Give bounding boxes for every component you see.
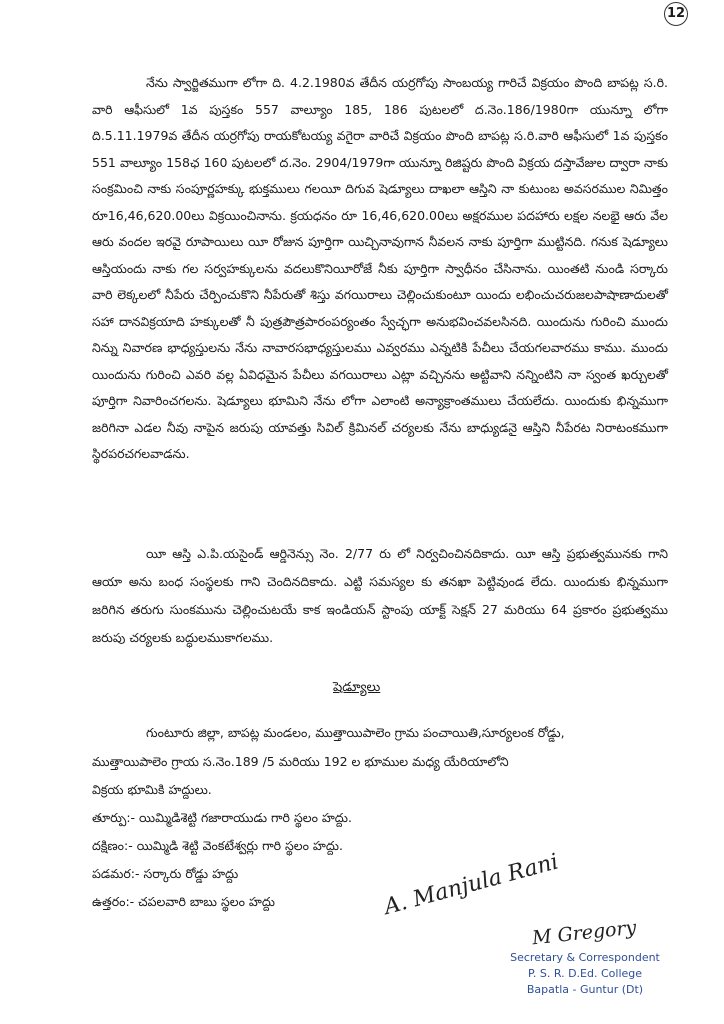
correspondent-signature: M Gregory (531, 916, 638, 950)
boundary-south: దక్షిణం:- యిమ్మిడి శెట్టి వెంకటేశ్వర్లు గారి స్థలం హద్దు. (92, 838, 343, 853)
stamp-place: Bapatla - Guntur (Dt) (526, 983, 644, 996)
page-number: 12 (664, 2, 688, 26)
schedule-title: షెడ్యూలు (333, 680, 381, 695)
schedule-location-line: గుంటూరు జిల్లా, బాపట్ల మండలం, ముత్తాయిపాలెం గ్రామ పంచాయితి,సూర్యలంక రోడ్డు, (146, 725, 565, 740)
schedule-boundaries-heading: విక్రయ భూమికి హద్దులు. (92, 782, 212, 797)
official-stamp (505, 950, 665, 998)
declaration-paragraph: నేను స్వార్జితముగా లోగా ది. 4.2.1980వ తేదీన యర్రగోపు సాంబయ్య గారిచే విక్రయం పొంది బాపట్ల స.రి. వారి ఆఫీసులో 1వ పుస్తకం 557 వాల్యూం 185, 186 పుటలలో ద.నెం.186/1980గా యున్నూ లోగా ది.5.11.1979వ తేదీన యర్రగోపు రాయకోటయ్య వగైరా వారిచే విక్రయం పొంది బాపట్ల స.రి.వారి ఆఫీసులో 1వ పుస్తకం 551 వాల్యూం 158ఛ 160 పుటలలో ద.నెం. 2904/1979గా యున్నూ రిజిష్టరు పొంది విక్రయ దస్తావేజుల ద్వారా నాకు సంక్రమించి నాకు సంపూర్ణహక్కు భుక్తములు గలయీ దిగువ షెడ్యూలు దాఖలా ఆస్తిని నా కుటుంబ అవసరముల నిమిత్తం రూ16,46,620.00లు విక్రయించినాను. క్రయధనం రూ 16,46,620.00లు అక్షరముల పదహారు లక్షల నలభై ఆరు వేల ఆరు వందల ఇరవై రూపాయిలు యీ రోజున పూర్తిగా యిచ్చినావుగాన నీవలన నాకు పూర్తిగా ముట్టినది. గనుక షెడ్యూలు ఆస్తియందు నాకు గల సర్వహక్కులను వదలుకొనియీరోజే నీకు పూర్తిగా స్వాధీనం చేసినాను. యింతటి నుండి సర్కారు వారి లెక్కలలో నీపేరు చేర్పించుకొని నీపేరుతో శిస్తు వగయిరాలు చెల్లించుకుంటూ యిందు లభించుచరుజలపాషాణాదులతో సహా దానవిక్రయాది హక్కులతో నీ పుత్రపౌత్రపారంపర్యంతం స్వేచ్ఛగా అనుభవించవలసినది. యిందును గురించి ముందు నిన్ను నివారణ భాధ్యస్తులను నేను నావారసభాధ్యస్తులము ఎవ్వరము ఎన్నటికి పేచీలు చేయగలవారము కాము. ముందు యిందును గురించి ఎవరి వల్ల ఏవిధమైన పేచీలు వగయిరాలు ఎట్లా వచ్చినను అట్టివాని నన్నింటిని నా స్వంత ఖర్చులతో పూర్తిగా నివారించగలను. షెడ్యూలు భూమిని నేను లోగా ఎలాంటి అన్యాక్రాంతములు చేయలేదు. యిందుకు భిన్నముగా జరిగినా ఎడల నీవు నాపైన జరుపు యావత్తు సివిల్ క్రిమినల్ చర్యలకు నేను బాధ్యుడనై ఆస్తిని నీపేరట నిరాటంకముగా స్థిరపరచగలవాడను. (92, 75, 668, 461)
schedule-survey-line: ముత్తాయిపాలెం గ్రాయ స.నెం.189 /5 మరియు 192 ల భూముల మధ్య యేరియాలోని (92, 754, 509, 769)
boundary-west: పడమర:- సర్కారు రోడ్డు హద్దు (92, 866, 239, 881)
boundary-east: తూర్పు:- యిమ్మిడిశెట్టి గజారాయుడు గారి స్థలం హద్దు. (92, 810, 352, 825)
stamp-institution: P. S. R. D.Ed. College (527, 967, 643, 980)
stamp-title: Secretary & Correspondent (510, 951, 660, 964)
boundary-north: ఉత్తరం:- చపలవారి బాబు స్థలం హద్దు (92, 894, 275, 909)
schedule-boundaries (92, 718, 682, 916)
assurance-paragraph: యీ ఆస్తి ఎ.పి.యసైండ్ ఆర్డినెన్సు నెం. 2/77 రు లో నిర్వచించినదికాదు. యీ ఆస్తి ప్రభుత్వమునకు గాని ఆయా అను బంధ సంస్థలకు గాని చెందినదికాదు. ఎట్టి సమస్యల కు తనఖా పెట్టివుండ లేదు. యిందుకు భిన్నముగా జరిగిన తరుగు సుంకమును చెల్లించుటయే కాక ఇండియన్ స్టాంపు యాక్ట్ సెక్షన్ 27 మరియు 64 ప్రకారం ప్రభుత్వము జరుపు చర్యలకు బద్ధులముకాగలము. (92, 546, 668, 645)
seller-signature: A. Manjula Rani (381, 849, 562, 920)
